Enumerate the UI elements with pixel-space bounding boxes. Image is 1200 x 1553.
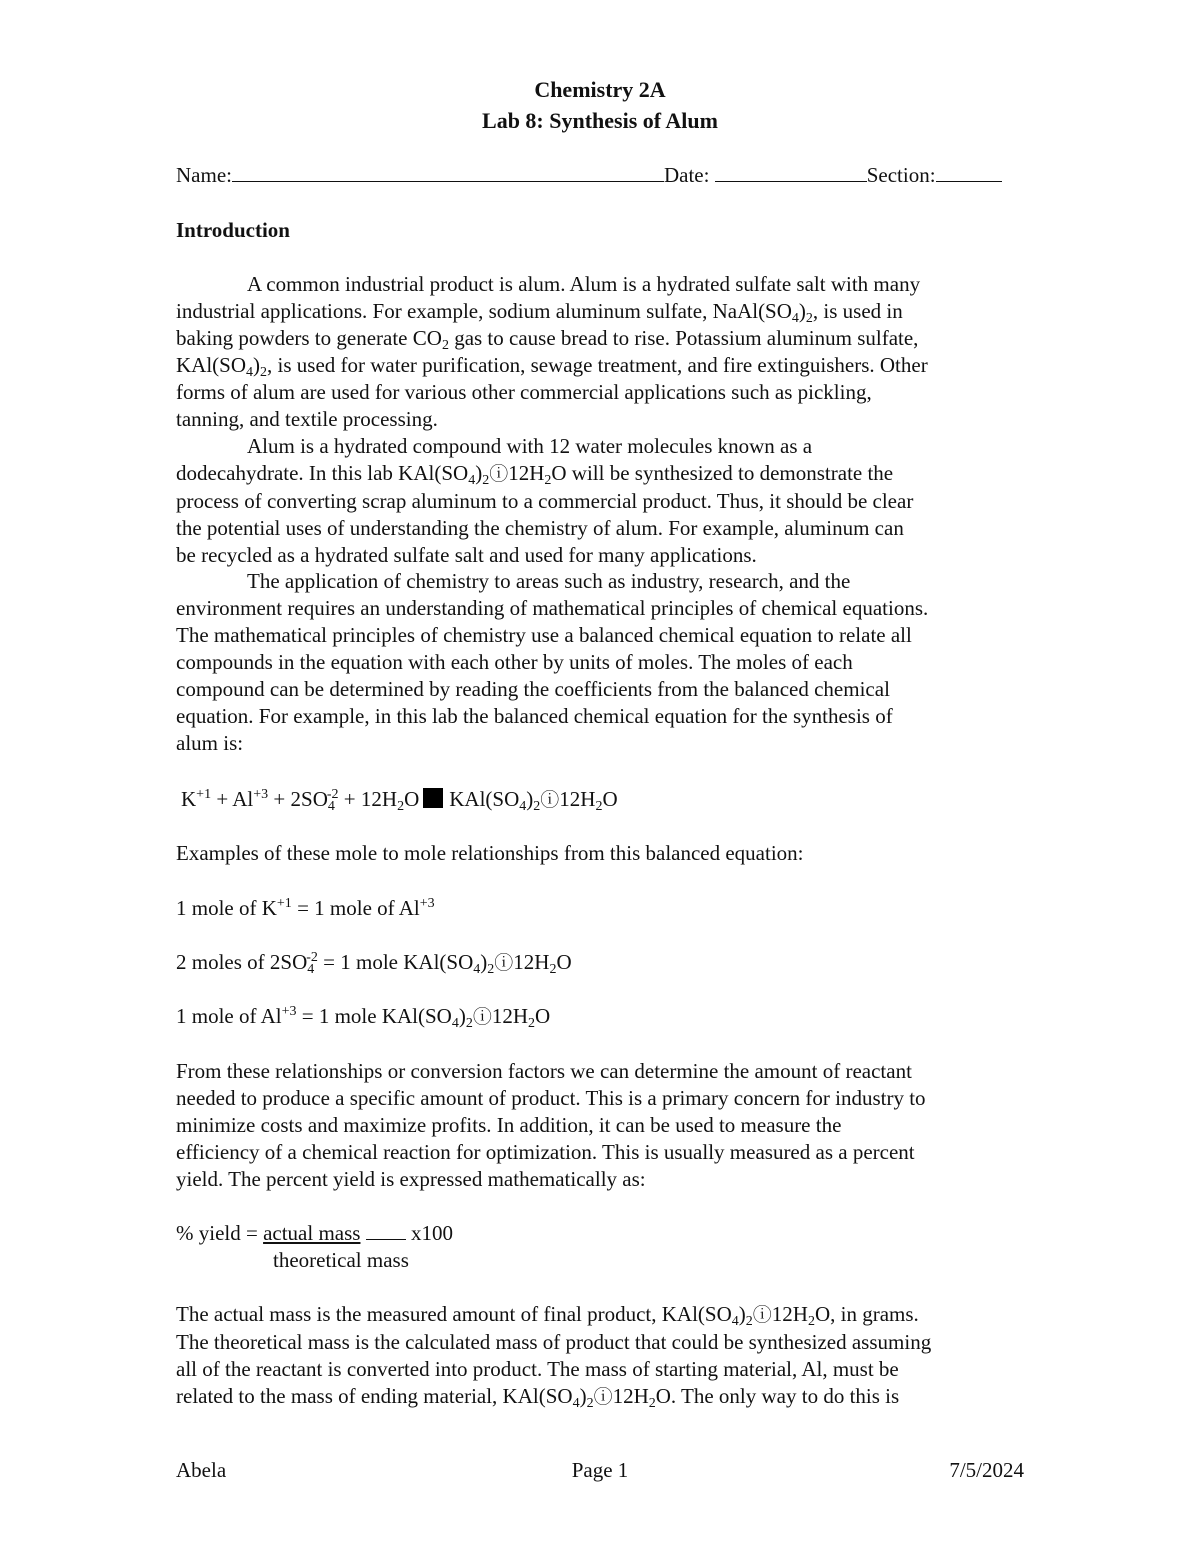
mass-explanation-paragraph [176,1301,1036,1411]
text-line: compounds in the equation with each other by units of moles. The moles of each [176,650,853,674]
lab-title: Lab 8: Synthesis of Alum [482,108,718,133]
text-line: be recycled as a hydrated sulfate salt and used for many applications. [176,543,757,567]
text-line: dodecahydrate. In this lab $KAl(SO_4)_2ⓘ12H_2O$ will be synthesized to demonstrate the [176,461,894,488]
text-line: efficiency of a chemical reaction for optimization. This is usually measured as a percent [176,1140,915,1164]
date-label: Date: [663,163,710,187]
reaction-arrow-icon [423,788,443,808]
hydrate-dot-icon: ⓘ [540,789,560,811]
introduction-heading: Introduction [176,218,290,242]
text-line: needed to produce a specific amount of product. This is a primary concern for industry to [176,1086,926,1110]
introduction-paragraph-3 [176,568,1036,757]
mole-relationship-1: 1 mole of $K^{+1} = 1$ mole of $Al^{+3}$ [176,896,435,920]
text-line: forms of alum are used for various other commercial applications such as pickling, [176,380,872,404]
examples-intro: Examples of these mole to mole relationships from this balanced equation: [176,841,804,865]
hydrate-dot-icon: ⓘ [489,463,509,485]
footer-date: 7/5/2024 [949,1458,1024,1482]
text-line: The mathematical principles of chemistry use a balanced chemical equation to relate all [176,623,912,647]
date-blank[interactable] [715,162,867,182]
formula-denominator: theoretical mass [273,1248,409,1272]
text-line: compound can be determined by reading the coefficients from the balanced chemical [176,677,890,701]
formula-numerator: actual mass [263,1221,361,1245]
text-line: $KAl(SO_4)_2$, is used for water purification, sewage treatment, and fire extinguishers. Other [176,353,928,380]
mole-relationship-2: 2 moles of $2SO_4^{-2} = 1$ mole $KAl(SO_4)_2ⓘ12H_2O$ [176,950,572,977]
percent-yield-paragraph [176,1058,1036,1193]
text-line: baking powders to generate $CO_2$ gas to cause bread to rise. Potassium aluminum sulfate, [176,326,919,353]
text-line: all of the reactant is converted into product. The mass of starting material, Al, must be [176,1357,899,1381]
text-line: equation. For example, in this lab the balanced chemical equation for the synthesis of [176,704,893,728]
text-line: alum is: [176,731,244,755]
text-line: process of converting scrap aluminum to a commercial product. Thus, it should be clear [176,489,914,513]
text-line: environment requires an understanding of mathematical principles of chemical equations. [176,596,929,620]
introduction-paragraph-2 [176,433,1036,569]
text-line: industrial applications. For example, sodium aluminum sulfate, $NaAl(SO_4)_2$, is used in [176,299,903,326]
footer-author: Abela [176,1458,227,1482]
text-line: From these relationships or conversion factors we can determine the amount of reactant [176,1059,912,1083]
mole-relationship-3: 1 mole of $Al^{+3} = 1$ mole $KAl(SO_4)_2ⓘ12H_2O$ [176,1004,551,1031]
section-label: Section: [866,163,936,187]
text-line: the potential uses of understanding the chemistry of alum. For example, aluminum can [176,516,904,540]
text-line: A common industrial product is alum. Alum is a hydrated sulfate salt with many [247,272,921,296]
text-line: minimize costs and maximize profits. In addition, it can be used to measure the [176,1113,842,1137]
section-blank[interactable] [936,162,1002,182]
text-line: tanning, and textile processing. [176,407,438,431]
text-line: related to the mass of ending material, $KAl(SO_4)_2ⓘ12H_2O$. The only way to do this is [176,1384,900,1411]
course-title: Chemistry 2A [534,77,666,102]
footer-page-number: Page 1 [571,1458,629,1482]
text-line: The theoretical mass is the calculated mass of product that could be synthesized assuming [176,1330,932,1354]
student-info-form [176,162,1002,189]
introduction-paragraph-1 [176,271,1036,433]
balanced-equation: $K^{+1} + Al^{+3} + 2SO_4^{-2} + 12H_2O$ $KAl(SO_4)_2ⓘ12H_2O$ [181,787,618,814]
percent-yield-formula: % yield = actual mass x100 [176,1221,453,1245]
text-line: The actual mass is the measured amount of final product, $KAl(SO_4)_2ⓘ12H_2O$, in grams. [176,1302,919,1329]
text-line: The application of chemistry to areas such as industry, research, and the [247,569,851,593]
name-label: Name: [176,163,232,187]
name-blank[interactable] [232,162,664,182]
text-line: Alum is a hydrated compound with 12 water molecules known as a [247,434,813,458]
text-line: yield. The percent yield is expressed mathematically as: [176,1167,646,1191]
